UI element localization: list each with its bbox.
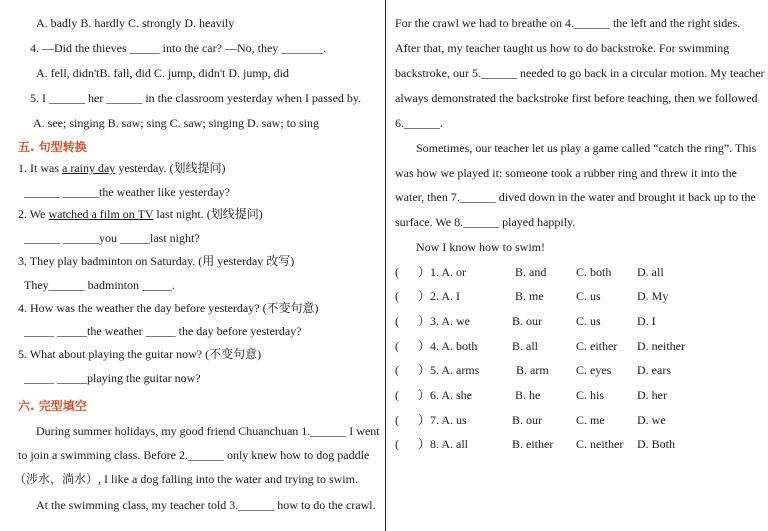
option-c: C. neither bbox=[576, 437, 624, 451]
option-d: D. My bbox=[637, 289, 669, 303]
s5-q4: 4. How was the weather the day before yesterday? (不变句意) bbox=[18, 301, 319, 315]
passage-line: always demonstrated the backstroke first before teaching, then we followed bbox=[395, 91, 758, 105]
option-c: C. eyes bbox=[576, 363, 612, 377]
s5-a1: ______ ______the weather like yesterday? bbox=[24, 185, 230, 199]
q4-options: A. fell, didn'tB. fall, did C. jump, didn't D. jump, did bbox=[36, 66, 289, 80]
option-b: B. our bbox=[512, 413, 542, 427]
s5-q1-post: yesterday. (划线提问) bbox=[115, 161, 226, 175]
answer-paren: ( bbox=[395, 314, 399, 328]
passage-line: At the swimming class, my teacher told 3.______ how to do the crawl. bbox=[36, 498, 376, 512]
option-d: D. ears bbox=[637, 363, 671, 377]
s5-q2 bbox=[18, 206, 263, 222]
option-d: D. neither bbox=[637, 339, 685, 353]
passage-line: （涉水，淌水）, I like a dog falling into the water and trying to swim. bbox=[14, 472, 358, 486]
s5-a4: _____ _____the weather _____ the day before yesterday? bbox=[24, 324, 302, 338]
option-c: C. his bbox=[576, 388, 605, 402]
option-a: ）1. A. or bbox=[418, 265, 467, 279]
answer-paren: ( bbox=[395, 437, 399, 451]
s5-q5: 5. What about playing the guitar now? (不变句意) bbox=[18, 347, 262, 361]
answer-paren: ( bbox=[395, 388, 399, 402]
passage-line: to join a swimming class. Before 2.______ only knew how to dog paddle bbox=[18, 448, 370, 462]
option-b: B. and bbox=[515, 265, 547, 279]
option-c: C. us bbox=[576, 314, 601, 328]
option-d: D. I bbox=[637, 314, 656, 328]
passage-line: After that, my teacher taught us how to do backstroke. For swimming bbox=[395, 41, 730, 55]
q5-question: 5. I ______ her ______ in the classroom yesterday when I passed by. bbox=[30, 91, 362, 105]
option-b: B. arm bbox=[516, 363, 549, 377]
option-a: ）4. A. both bbox=[418, 339, 478, 353]
option-b: B. either bbox=[512, 437, 554, 451]
passage-line: water, then 7.______ dived down in the water and brought it back up to the bbox=[395, 190, 756, 204]
passage-line: 6.______. bbox=[395, 116, 443, 130]
s5-q1 bbox=[18, 160, 226, 176]
section5-title: 五. 句型转换 bbox=[18, 140, 87, 154]
column-divider bbox=[385, 0, 386, 531]
option-d: D. her bbox=[637, 388, 667, 402]
q5-options: A. see; singing B. saw; sing C. saw; singing D. saw; to sing bbox=[33, 116, 320, 130]
passage-line: Sometimes, our teacher let us play a game called “catch the ring”. This bbox=[416, 141, 757, 155]
answer-paren: ( bbox=[395, 265, 399, 279]
s5-q3: 3. They play badminton on Saturday. (用 yesterday 改写) bbox=[18, 254, 295, 268]
option-b: B. he bbox=[515, 388, 541, 402]
option-a: ）7. A. us bbox=[418, 413, 467, 427]
s5-q1-pre: 1. It was bbox=[18, 161, 62, 175]
option-b: B. me bbox=[515, 289, 544, 303]
answer-paren: ( bbox=[395, 289, 399, 303]
option-d: D. we bbox=[637, 413, 666, 427]
option-c: C. us bbox=[576, 289, 601, 303]
s5-q2-pre: 2. We bbox=[18, 207, 49, 221]
s5-a2: ______ ______you _____last night? bbox=[24, 231, 200, 245]
q4-question: 4. —Did the thieves _____ into the car? —No, they _______. bbox=[30, 41, 327, 55]
option-a: ）3. A. we bbox=[418, 314, 470, 328]
passage-line: was how we played it: someone took a rubber ring and threw it into the bbox=[395, 166, 737, 180]
answer-paren: ( bbox=[395, 413, 399, 427]
option-c: C. both bbox=[576, 265, 612, 279]
option-b: B. all bbox=[512, 339, 538, 353]
s5-a3: They______ badminton _____. bbox=[24, 278, 175, 292]
s5-q1-underline: a rainy day bbox=[62, 161, 116, 175]
option-a: ）5. A. arms bbox=[418, 363, 480, 377]
section6-title: 六. 完型填空 bbox=[18, 399, 87, 413]
s5-q2-post: last night. (划线提问) bbox=[153, 207, 263, 221]
passage-line: During summer holidays, my good friend Chuanchuan 1.______ I went bbox=[36, 424, 380, 438]
option-d: D. all bbox=[637, 265, 664, 279]
answer-paren: ( bbox=[395, 339, 399, 353]
option-c: C. either bbox=[576, 339, 618, 353]
option-d: D. Both bbox=[637, 437, 676, 451]
option-a: ）2. A. I bbox=[418, 289, 461, 303]
answer-paren: ( bbox=[395, 363, 399, 377]
option-a: ）6. A. she bbox=[418, 388, 473, 402]
passage-line: surface. We 8.______ played happily. bbox=[395, 215, 576, 229]
s5-a5: _____ _____playing the guitar now? bbox=[24, 371, 201, 385]
passage-line: For the crawl we had to breathe on 4.______ the left and the right sides. bbox=[395, 16, 741, 30]
option-b: B. our bbox=[512, 314, 542, 328]
option-c: C. me bbox=[576, 413, 605, 427]
passage-line: Now I know how to swim! bbox=[416, 240, 545, 254]
q3-options: A. badly B. hardly C. strongly D. heavily bbox=[36, 16, 235, 30]
passage-line: backstroke, our 5.______ needed to go back in a circular motion. My teacher bbox=[395, 66, 765, 80]
s5-q2-underline: watched a film on TV bbox=[48, 207, 154, 221]
option-a: ）8. A. all bbox=[418, 437, 468, 451]
